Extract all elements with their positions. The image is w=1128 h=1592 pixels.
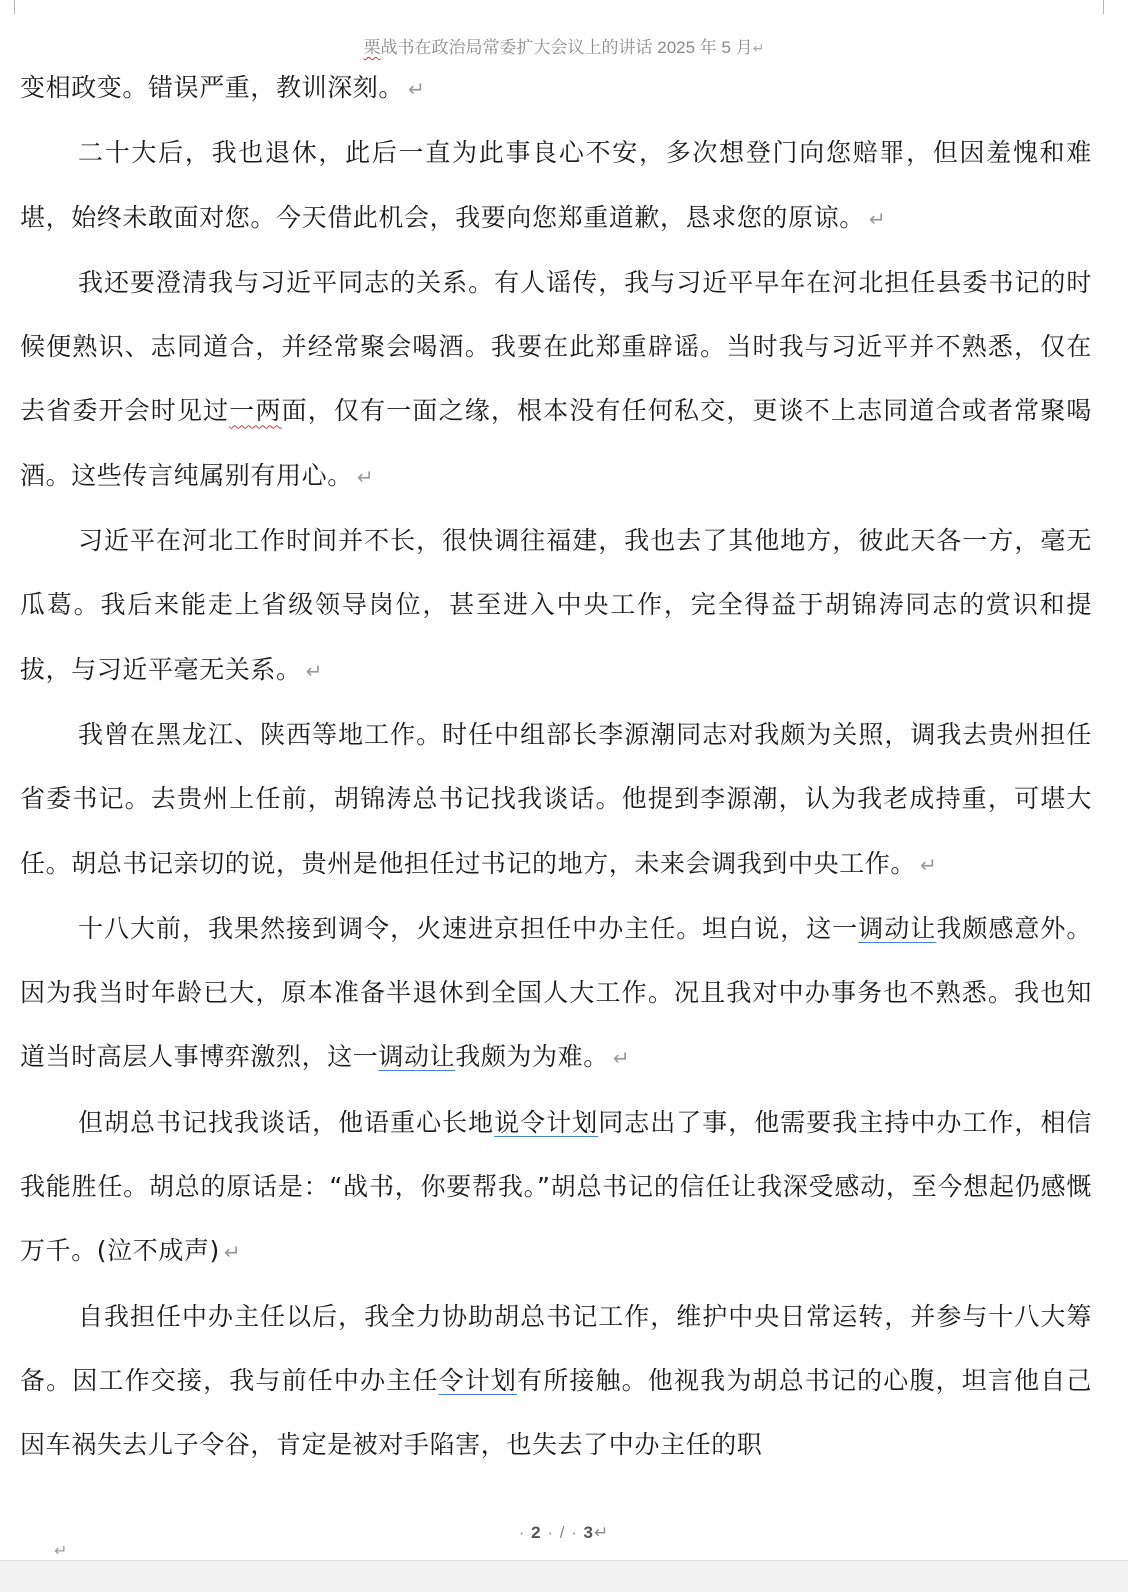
paragraph-4-text: 习近平在河北工作时间并不长，很快调往福建，我也去了其他地方，彼此天各一方，毫无瓜葛。我后来能走上省级领导岗位，甚至进入中央工作，完全得益于胡锦涛同志的赏识和提拔，与习近平毫无关系。 bbox=[20, 526, 1092, 684]
header-title: 战书在政治局常委扩大会议上的讲话 2025 年 5 月 bbox=[380, 38, 753, 57]
crop-mark-top-right bbox=[1103, 0, 1118, 14]
grammar-flag[interactable]: 调动让 bbox=[378, 1042, 456, 1072]
paragraph-mark: ↵ bbox=[920, 852, 937, 877]
paragraph-mark: ↵ bbox=[305, 658, 323, 683]
paragraph-8 bbox=[20, 1285, 1092, 1478]
header-paragraph-mark: ↵ bbox=[752, 40, 765, 56]
paragraph-7-text-a: 但胡总书记找我谈话，他语重心长地 bbox=[78, 1107, 495, 1137]
paragraph-5-text: 我曾在黑龙江、陕西等地工作。时任中组部长李源潮同志对我颇为关照，调我去贵州担任省委书记。去贵州上任前，胡锦涛总书记找我谈话。他提到李源潮，认为我老成持重，可堪大任。胡总书记亲切的说，贵州是他担任过书记的地方，未来会调我到中央工作。 bbox=[20, 719, 1092, 878]
paragraph-8-text-a: 自我担任中办主任以后，我全力协助胡总书记工作，维护中央日常运转，并参与十八大筹备。因工作交接，我与前任中办主任 bbox=[20, 1301, 1092, 1395]
paragraph-3-text-a: 我还要澄清我与习近平同志的关系。有人谣传，我与习近平早年在河北担任县委书记的时候便熟识、志同道合，并经常聚会喝酒。我要在此郑重辟谣。当时我与习近平并不熟悉，仅在去省委开会时见过 bbox=[20, 267, 1092, 426]
footer-paragraph-mark: ↵ bbox=[594, 1523, 610, 1542]
paragraph-5 bbox=[20, 703, 1092, 897]
paragraph-1-text: 变相政变。错误严重，教训深刻。 bbox=[20, 73, 405, 102]
page-number: · 2 · / · 3↵ bbox=[518, 1523, 610, 1542]
paragraph-6-text-b: 我颇感意外。因为我当时年龄已大，原本准备半退休到全国人大工作。况且我对中办事务也不熟悉。我也知道当时高层人事博弈激烈，这一 bbox=[20, 913, 1092, 1072]
paragraph-mark: ↵ bbox=[356, 464, 374, 489]
paragraph-8-text-b: 有所接触。他视我为胡总书记的心腹，坦言他自己因车祸失去儿子令谷，肯定是被对手陷害，也失去了中办主任的职 bbox=[20, 1365, 1092, 1460]
paragraph-7-text-b: 同志出了事，他需要我主持中办工作，相信我能胜任。胡总的原话是：“战书，你要帮我。”胡总书记的信任让我深受感动，至今想起仍感慨万千。(泣不成声) bbox=[20, 1107, 1092, 1266]
paragraph-6-text-a: 十八大前，我果然接到调令，火速进京担任中办主任。坦白说，这一 bbox=[78, 913, 859, 943]
document-body[interactable] bbox=[20, 56, 1092, 1478]
page-header[interactable] bbox=[0, 33, 1128, 58]
page-current: 2 bbox=[531, 1523, 542, 1542]
page-total: 3 bbox=[583, 1523, 595, 1542]
paragraph-mark: ↵ bbox=[223, 1240, 241, 1265]
paragraph-mark: ↵ bbox=[868, 206, 886, 231]
paragraph-1 bbox=[20, 56, 1092, 121]
paragraph-3-text-b: 面，仅有一面之缘，根本没有任何私交，更谈不上志同道合或者常聚喝酒。这些传言纯属别有用心。 bbox=[20, 396, 1092, 490]
grammar-flag[interactable]: 说令计划 bbox=[494, 1107, 599, 1137]
paragraph-3 bbox=[20, 251, 1092, 509]
paragraph-6 bbox=[20, 897, 1092, 1091]
paragraph-mark: ↵ bbox=[612, 1046, 630, 1071]
paragraph-4 bbox=[20, 509, 1092, 703]
page-gap bbox=[0, 1560, 1128, 1592]
page-separator: / bbox=[559, 1523, 566, 1542]
paragraph-2 bbox=[20, 121, 1092, 251]
paragraph-2-text: 二十大后，我也退休，此后一直为此事良心不安，多次想登门向您赔罪，但因羞愧和难堪，始终未敢面对您。今天借此机会，我要向您郑重道歉，恳求您的原谅。 bbox=[20, 138, 1092, 232]
spellcheck-flag[interactable]: 一两 bbox=[229, 396, 282, 426]
crop-mark-top-left bbox=[0, 0, 15, 14]
paragraph-mark: ↵ bbox=[408, 77, 425, 101]
next-page-paragraph-mark: ↵ bbox=[54, 1541, 68, 1560]
paragraph-7 bbox=[20, 1091, 1092, 1285]
header-name-flagged: 栗 bbox=[363, 38, 381, 57]
grammar-flag[interactable]: 调动让 bbox=[858, 913, 937, 943]
paragraph-6-text-c: 我颇为为难。 bbox=[455, 1042, 609, 1072]
grammar-flag[interactable]: 令计划 bbox=[438, 1365, 518, 1395]
